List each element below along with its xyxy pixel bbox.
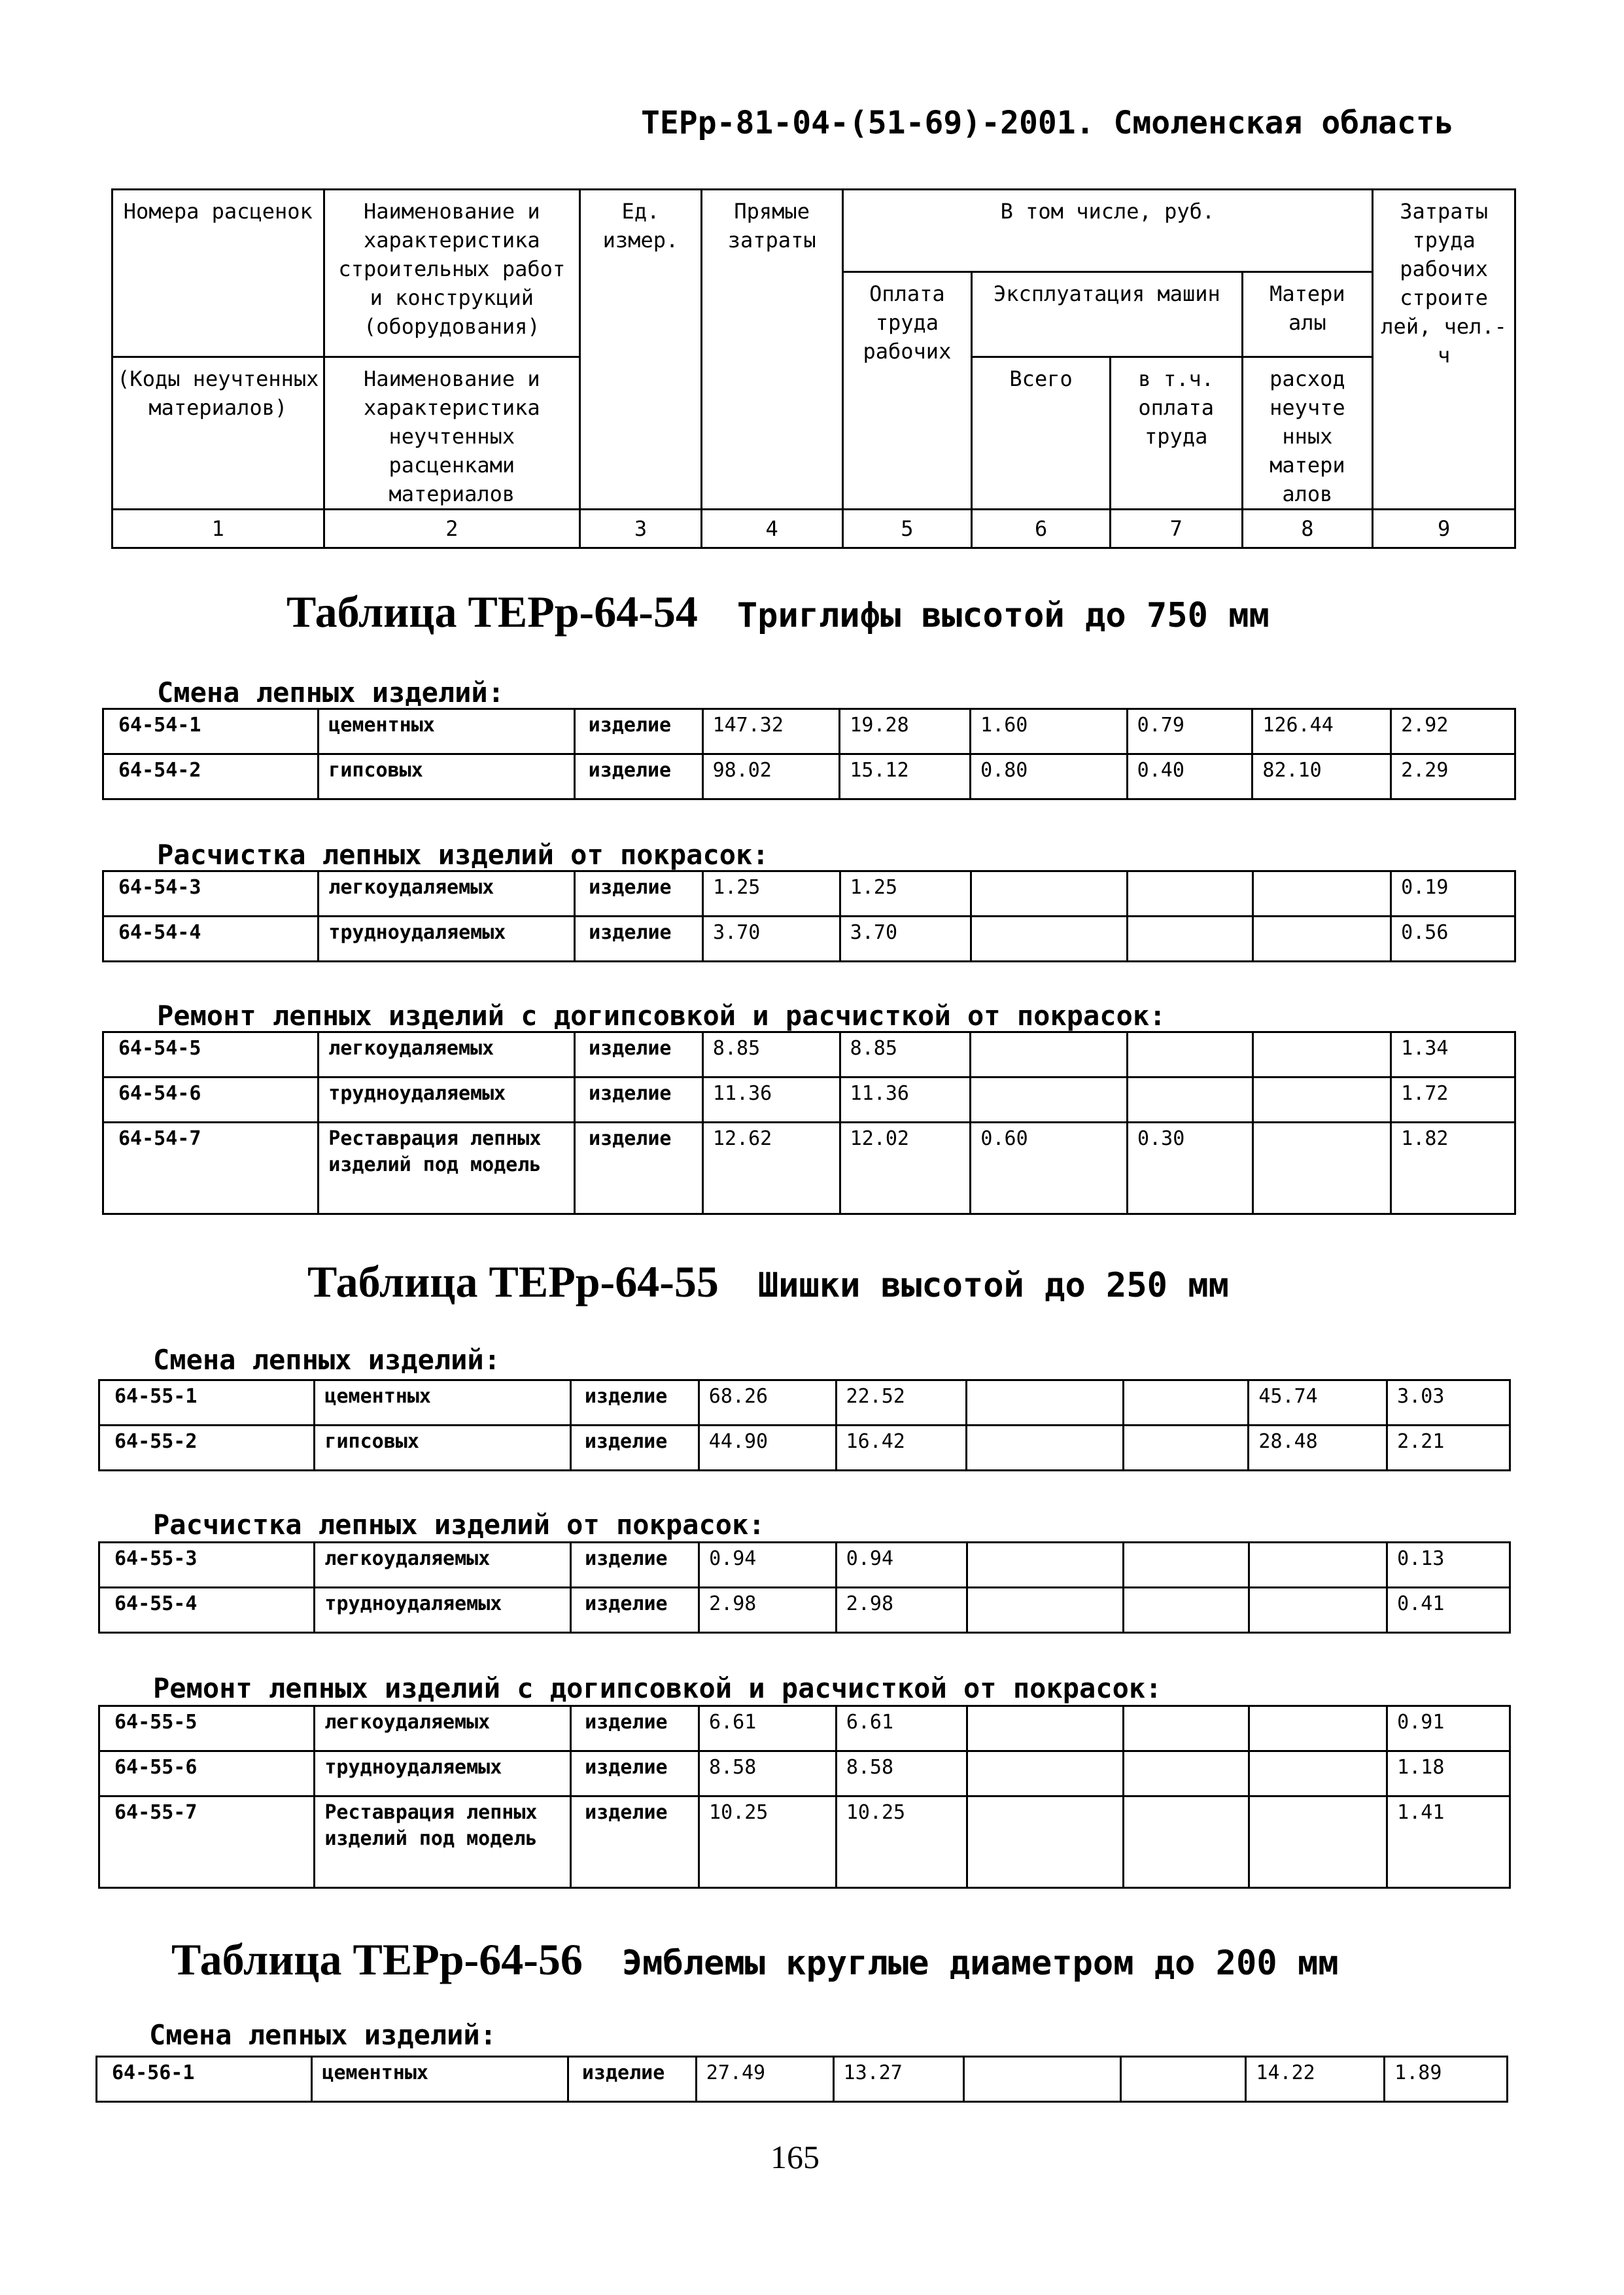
unit: изделие (574, 754, 702, 799)
col-number: 4 (701, 510, 842, 548)
work-name: цементных (312, 2057, 568, 2102)
machines-labor (1128, 1077, 1253, 1123)
machines-total (971, 1032, 1128, 1077)
direct-costs: 10.25 (699, 1796, 837, 1888)
labor-costs: 1.89 (1385, 2057, 1508, 2102)
header-materials: Матери алы (1242, 272, 1373, 357)
header-rate-numbers: Номера расценок (112, 190, 324, 357)
machines-total (967, 1588, 1123, 1633)
materials (1253, 1123, 1391, 1214)
work-name: цементных (319, 709, 574, 754)
section-title: Расчистка лепных изделий от покрасок: (157, 839, 769, 871)
table-row (99, 1588, 1510, 1633)
machines-total: 0.60 (971, 1123, 1128, 1214)
direct-costs: 8.58 (699, 1751, 837, 1796)
direct-costs: 0.94 (699, 1543, 837, 1588)
work-name: легкоудаляемых (319, 871, 575, 917)
materials: 82.10 (1253, 754, 1391, 799)
machines-labor (1124, 1706, 1249, 1751)
direct-costs: 98.02 (702, 754, 840, 799)
worker-pay: 0.94 (836, 1543, 967, 1588)
labor-costs: 0.56 (1391, 917, 1515, 962)
worker-pay: 2.98 (836, 1588, 967, 1633)
labor-costs: 0.13 (1387, 1543, 1510, 1588)
labor-costs: 1.72 (1391, 1077, 1515, 1123)
rates-table (102, 1031, 1516, 1215)
page-number: 165 (770, 2139, 820, 2175)
rate-code: 64-54-5 (103, 1032, 319, 1077)
direct-costs: 1.25 (703, 871, 840, 917)
labor-costs: 2.29 (1391, 754, 1515, 799)
table-row (99, 1796, 1510, 1888)
labor-costs: 1.34 (1391, 1032, 1515, 1077)
labor-costs: 0.91 (1387, 1706, 1510, 1751)
table-row (99, 1706, 1510, 1751)
unit: изделие (575, 1032, 703, 1077)
header-work-name: Наименование и характеристика строительных работ и конструкций (оборудования) (324, 190, 580, 357)
machines-total (967, 1380, 1123, 1426)
rates-table (98, 1705, 1511, 1889)
machines-labor (1124, 1588, 1249, 1633)
header-unaccounted-codes: (Коды неучтенных материалов) (112, 357, 324, 510)
unit: изделие (571, 1796, 699, 1888)
machines-labor (1124, 1751, 1249, 1796)
table-row (99, 1751, 1510, 1796)
work-name: легкоудаляемых (315, 1706, 571, 1751)
rate-code: 64-54-1 (103, 709, 319, 754)
section-title: Ремонт лепных изделий с догипсовкой и расчисткой от покрасок: (153, 1672, 1162, 1704)
work-name: трудноудаляемых (319, 1077, 575, 1123)
materials (1253, 1032, 1391, 1077)
rates-table (102, 708, 1516, 800)
unit: изделие (571, 1543, 699, 1588)
materials: 126.44 (1253, 709, 1391, 754)
materials: 28.48 (1249, 1426, 1387, 1471)
machines-total (967, 1751, 1123, 1796)
direct-costs: 6.61 (699, 1706, 837, 1751)
machines-labor (1123, 1380, 1249, 1426)
col-number: 5 (842, 510, 972, 548)
materials (1253, 1077, 1391, 1123)
machines-labor (1128, 871, 1253, 917)
table-title (171, 1934, 1339, 1986)
work-name: легкоудаляемых (319, 1032, 575, 1077)
header-worker-pay: Оплата труда рабочих (842, 272, 972, 510)
labor-costs: 1.18 (1387, 1751, 1510, 1796)
rate-code: 64-55-7 (99, 1796, 315, 1888)
machines-labor (1120, 2057, 1246, 2102)
work-name: трудноудаляемых (315, 1588, 571, 1633)
unit: изделие (575, 1077, 703, 1123)
machines-labor (1124, 1543, 1249, 1588)
unit: изделие (575, 917, 703, 962)
section-title: Ремонт лепных изделий с догипсовкой и расчисткой от покрасок: (157, 1000, 1166, 1032)
col-number: 8 (1242, 510, 1373, 548)
table-row (103, 709, 1515, 754)
rate-code: 64-54-7 (103, 1123, 319, 1214)
table-title (307, 1256, 1229, 1308)
work-name: гипсовых (319, 754, 574, 799)
rate-code: 64-54-4 (103, 917, 319, 962)
col-number: 6 (972, 510, 1111, 548)
labor-costs: 1.41 (1387, 1796, 1510, 1888)
table-row (99, 1380, 1510, 1426)
rate-code: 64-55-5 (99, 1706, 315, 1751)
table-row (99, 1426, 1510, 1471)
labor-costs: 1.82 (1391, 1123, 1515, 1214)
machines-total (967, 1426, 1123, 1471)
worker-pay: 1.25 (840, 871, 971, 917)
materials (1249, 1751, 1387, 1796)
header-unaccounted-materials: Наименование и характеристика неучтенных расценками материалов (324, 357, 580, 510)
worker-pay: 8.58 (836, 1751, 967, 1796)
machines-total (971, 917, 1127, 962)
rate-code: 64-56-1 (97, 2057, 312, 2102)
work-name: легкоудаляемых (315, 1543, 571, 1588)
section-title: Расчистка лепных изделий от покрасок: (153, 1509, 765, 1541)
worker-pay: 12.02 (840, 1123, 971, 1214)
machines-labor (1123, 1426, 1249, 1471)
table-row (99, 1543, 1510, 1588)
machines-labor: 0.40 (1127, 754, 1253, 799)
materials (1253, 871, 1391, 917)
machines-labor: 0.79 (1127, 709, 1253, 754)
unit: изделие (571, 1588, 699, 1633)
header-labor-costs: Затраты труда рабочих строите лей, чел.-ч (1373, 190, 1515, 510)
machines-total (971, 1077, 1128, 1123)
table-name: Триглифы высотой до 750 мм (736, 596, 1270, 635)
unit: изделие (571, 1751, 699, 1796)
section-title: Смена лепных изделий: (153, 1344, 501, 1376)
machines-total (967, 1543, 1123, 1588)
unit: изделие (570, 1380, 699, 1426)
table-row (103, 1077, 1515, 1123)
col-number: 7 (1110, 510, 1242, 548)
machines-total (971, 871, 1127, 917)
table-row (97, 2057, 1508, 2102)
rate-code: 64-55-4 (99, 1588, 315, 1633)
section-title: Смена лепных изделий: (157, 676, 505, 709)
header-direct-costs: Прямые затраты (701, 190, 842, 510)
rates-table (102, 870, 1516, 962)
materials (1249, 1796, 1387, 1888)
col-number: 1 (112, 510, 324, 548)
machines-total: 0.80 (971, 754, 1128, 799)
materials: 45.74 (1249, 1380, 1387, 1426)
unit: изделие (574, 709, 702, 754)
worker-pay: 11.36 (840, 1077, 971, 1123)
unit: изделие (570, 1426, 699, 1471)
worker-pay: 16.42 (836, 1426, 967, 1471)
header-machines: Эксплуатация машин (972, 272, 1242, 357)
rates-table (98, 1379, 1511, 1471)
header-machines-total: Всего (972, 357, 1111, 510)
header-in-total: В том числе, руб. (842, 190, 1373, 272)
rate-code: 64-55-2 (99, 1426, 315, 1471)
work-name: трудноудаляемых (315, 1751, 571, 1796)
machines-total: 1.60 (971, 709, 1128, 754)
rate-code: 64-55-1 (99, 1380, 315, 1426)
worker-pay: 8.85 (840, 1032, 971, 1077)
materials (1253, 917, 1391, 962)
rate-code: 64-55-6 (99, 1751, 315, 1796)
materials (1249, 1706, 1387, 1751)
machines-labor: 0.30 (1128, 1123, 1253, 1214)
rate-code: 64-54-2 (103, 754, 319, 799)
col-number: 2 (324, 510, 580, 548)
unit: изделие (575, 871, 703, 917)
labor-costs: 3.03 (1387, 1380, 1510, 1426)
table-row (103, 1123, 1515, 1214)
table-name: Эмблемы круглые диаметром до 200 мм (621, 1944, 1339, 1983)
direct-costs: 3.70 (703, 917, 840, 962)
work-name: гипсовых (315, 1426, 570, 1471)
column-header-table (111, 188, 1516, 549)
worker-pay: 15.12 (840, 754, 971, 799)
worker-pay: 6.61 (836, 1706, 967, 1751)
rate-code: 64-54-3 (103, 871, 319, 917)
direct-costs: 27.49 (696, 2057, 833, 2102)
worker-pay: 10.25 (836, 1796, 967, 1888)
header-unit: Ед. измер. (580, 190, 702, 510)
worker-pay: 19.28 (840, 709, 971, 754)
col-number: 9 (1373, 510, 1515, 548)
labor-costs: 2.92 (1391, 709, 1515, 754)
worker-pay: 3.70 (840, 917, 971, 962)
materials (1249, 1588, 1387, 1633)
table-row (103, 871, 1515, 917)
machines-total (964, 2057, 1120, 2102)
direct-costs: 44.90 (699, 1426, 836, 1471)
machines-labor (1128, 1032, 1253, 1077)
table-row (103, 917, 1515, 962)
machines-labor (1128, 917, 1253, 962)
work-name: Реставрация лепных изделий под модель (319, 1123, 575, 1214)
machines-total (967, 1706, 1123, 1751)
unit: изделие (571, 1706, 699, 1751)
table-code: Таблица ТЕРр-64-54 (286, 587, 698, 637)
rate-code: 64-54-6 (103, 1077, 319, 1123)
unit: изделие (568, 2057, 696, 2102)
labor-costs: 0.19 (1391, 871, 1515, 917)
work-name: трудноудаляемых (319, 917, 575, 962)
table-code: Таблица ТЕРр-64-55 (307, 1257, 719, 1306)
table-row (103, 1032, 1515, 1077)
work-name: Реставрация лепных изделий под модель (315, 1796, 571, 1888)
direct-costs: 68.26 (699, 1380, 836, 1426)
materials: 14.22 (1246, 2057, 1385, 2102)
col-number: 3 (580, 510, 702, 548)
rates-table (95, 2056, 1508, 2103)
header-materials-consumption: расход неучте нных матери алов (1242, 357, 1373, 510)
machines-total (967, 1796, 1123, 1888)
worker-pay: 22.52 (836, 1380, 967, 1426)
header-machines-labor: в т.ч. оплата труда (1110, 357, 1242, 510)
direct-costs: 12.62 (702, 1123, 840, 1214)
direct-costs: 8.85 (702, 1032, 840, 1077)
unit: изделие (575, 1123, 703, 1214)
work-name: цементных (315, 1380, 570, 1426)
table-name: Шишки высотой до 250 мм (757, 1266, 1229, 1305)
labor-costs: 2.21 (1387, 1426, 1510, 1471)
worker-pay: 13.27 (833, 2057, 964, 2102)
rates-table (98, 1541, 1511, 1634)
table-code: Таблица ТЕРр-64-56 (171, 1935, 583, 1984)
materials (1249, 1543, 1387, 1588)
labor-costs: 0.41 (1387, 1588, 1510, 1633)
table-title (286, 586, 1270, 638)
document-header-title: ТЕРр-81-04-(51-69)-2001. Смоленская область (641, 105, 1454, 141)
direct-costs: 147.32 (702, 709, 840, 754)
machines-labor (1124, 1796, 1249, 1888)
direct-costs: 2.98 (699, 1588, 837, 1633)
rate-code: 64-55-3 (99, 1543, 315, 1588)
section-title: Смена лепных изделий: (149, 2019, 497, 2051)
table-row (103, 754, 1515, 799)
direct-costs: 11.36 (702, 1077, 840, 1123)
